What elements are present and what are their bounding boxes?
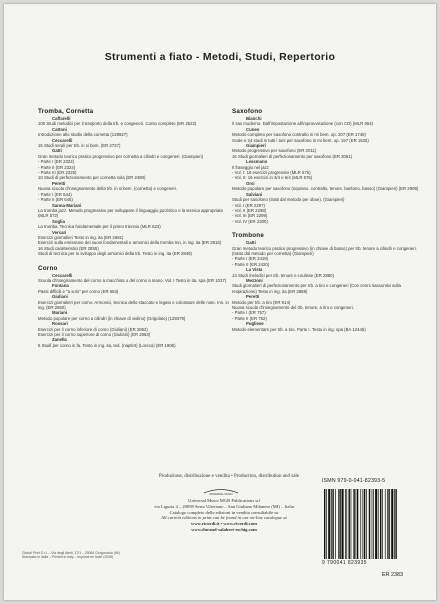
production-line: Produzione, distribuzione e vendita • Production, distribution and sale [158, 474, 300, 479]
author-name: Lessmann [246, 159, 268, 165]
barcode-bar [326, 489, 327, 559]
author-name: Caffarelli [52, 116, 71, 121]
barcode-bar [363, 489, 364, 559]
author-name: Peretti [246, 294, 260, 300]
barcode-bar [356, 489, 357, 559]
author-name: Cuneo [246, 126, 260, 132]
barcode-bar [342, 489, 344, 559]
barcode-bar [380, 489, 381, 559]
catalogue-entry: Studi giornalieri di perfezionamento per trb. a tiro e congeneri (Con cenni riassuntivi sulla respirazione) Testo in ing. ita (ER 2888) [232, 283, 401, 294]
barcode-bar [372, 489, 373, 559]
catalogue-entry: Il sax moderno. Dall'impostazione all'improvvisazione (con CD) (MLR 654) [232, 121, 374, 127]
catalogue-entry: Metodo popolare per corno a cilindri (in chiave di violino) (Grigolato) (129379) [38, 315, 186, 321]
publisher-name: Universal Music MGB Publications srl [188, 498, 260, 503]
author-name: Orsi [246, 180, 255, 186]
section-heading: Tromba, Cornetta [38, 108, 94, 115]
barcode-bar [338, 489, 339, 559]
catalogue-entry: Scuola d'insegnamento del corno a macchina o del corno a mano. Vol. I Testo in ita. spa (ER 1037) [38, 277, 227, 283]
catalogue-entry: La tromba. Tecnica fondamentale per il primo triennio (MLR 623) [38, 224, 161, 230]
barcode-bar [364, 489, 365, 559]
catalogue-entry: Metodo progressivo per saxofono (ER 2011) [232, 148, 317, 154]
barcode-number: 9 790041 823935 [322, 560, 367, 566]
barcode-bar [328, 489, 330, 559]
section-heading: Saxofono [232, 108, 263, 115]
section-heading: Corno [38, 264, 58, 272]
barcode-bar [346, 489, 347, 559]
catalogue-entry: - Parte I (ER 2419) [232, 256, 269, 262]
catalogue-entry: Metodo elementare per trb. a tiro. Parte I. Testo in ing. spa (BA 12446) [232, 326, 366, 332]
catalogue-entry: 13 Studi melodici per trb. tenore e coulisse (ER 2880) [232, 272, 334, 278]
barcode-bar [369, 489, 370, 559]
left-column [38, 108, 230, 348]
author-name: Zanella [52, 337, 67, 343]
author-name: Ceccarelli [52, 272, 73, 278]
author-name: Mezzoni [246, 277, 263, 283]
author-name: Pugliese [246, 321, 264, 327]
barcode-bar [353, 489, 354, 559]
catalogue-entry: - Vol. II (ER 2298) [232, 207, 267, 213]
right-column [232, 108, 424, 332]
author-name: Peretti [52, 180, 66, 186]
catalogue-entry: La tromba jazz. Metodo progressivo per sviluppare il linguaggio jazzistico e la tecnica appropriata (MLR 572) [38, 207, 223, 219]
universal-music-logo [202, 487, 240, 496]
catalogue-entry: Metodo completo per saxofono contralto in mi bem. op. 207 (ER 1746) [232, 132, 366, 138]
author-name: Cattoni [52, 126, 67, 132]
barcode-bar [373, 489, 374, 559]
catalogue-entry: - Parte II (ER 2324) [38, 164, 76, 170]
barcode-bar [351, 489, 352, 559]
publisher-info [94, 498, 354, 533]
catalogue-note-en: All current editions in print can be found in our on-line catalogue at [161, 515, 287, 521]
author-name: Soglia [52, 218, 65, 224]
barcode-bar [360, 489, 361, 559]
catalogue-entry: - Parte II (ER 2420) [232, 261, 270, 267]
catalogue-entry: - Vol. I: 16 esercizi progressivi (MLR 575) [232, 170, 311, 176]
edition-number: ER 2383 [382, 572, 403, 578]
barcode-bar [395, 489, 396, 559]
ismn-number: ISMN 979-0-041-82393-5 [322, 478, 386, 484]
author-name: Rossari [52, 321, 68, 327]
publisher-address: via Liguria 4 – 20098 Sesto Ulteriano – San Giuliano Milanese (MI) – Italia [154, 503, 294, 509]
author-name: Gatti [52, 148, 62, 154]
catalogue-entry: Gran metodo teorico pratico progressivo (in chiave di basso) per trb. tenore a cilindri e congeneri. (tratto dal metodo per cornetta) (Giampieri) [232, 245, 417, 256]
catalogue-entry: Il fraseggio nel jazz [232, 164, 269, 170]
catalogue-entry: Passi difficili e "a solo" per corno (ER 663) [38, 288, 119, 294]
catalogue-entry: Esercizi per il corno inferiore di corno (Giuliani) (ER 2862) [38, 326, 148, 332]
barcode-bar [332, 489, 333, 559]
barcode-bar [382, 489, 383, 559]
catalogue-entry: Esercizi giornalieri per corno. Armonici, tecnica dello staccato e legato e colorature delle note. Inn. in ing. (ER 2860) [38, 299, 229, 310]
link-separator: • [220, 521, 223, 527]
barcode-bar [388, 489, 389, 559]
barcode-bar [357, 489, 358, 559]
barcode-bar [378, 489, 379, 559]
catalogue-entry: - Parte I (ER 757) [232, 310, 266, 316]
catalogue-entry: Studi per saxofono (tratti dal metodo per oboe). (Giampieri) [232, 197, 345, 203]
catalogue-entry: - Vol. I (ER 2297) [232, 202, 265, 208]
author-name: Mariani [52, 310, 68, 316]
catalogue-entry: Metodo popolare per saxofono (soprano, contralto, tenore, baritono, basso) (Giampieri) (ER 2908) [232, 186, 419, 192]
printer-line-1: Global Print S.r.l. – Via degli Abeti, 17/1 – 20064 Gorgonzola (MI) [22, 551, 120, 555]
page [4, 4, 436, 600]
author-name: Vercari [52, 229, 67, 235]
barcode-bar [331, 489, 332, 559]
catalogue-note-it: Catalogo completo delle edizioni in vendita consultabile su [169, 509, 279, 515]
catalogue-entry: Nuova scuola d'insegnamento del trb. tenore, a tiro e congeneri. [232, 305, 354, 310]
author-name: Giampieri [246, 143, 266, 149]
catalogue-entry: Introduzione allo studio della cornetta (128927) [38, 132, 128, 138]
catalogue-entry: 10 Studi di perfezionamento per cornetta sola (ER 2480) [38, 175, 146, 181]
author-name: Salviani [246, 191, 263, 197]
catalogue-entry: - Vol. II: 16 esercizi in 3/4 e 6/4 (MLR 576) [232, 175, 313, 181]
ricordi-com-link[interactable]: www.ricordi.com [223, 521, 257, 527]
barcode [322, 487, 418, 563]
catalogue-entry: 15 Studi serali per trb. in si bem. (ER 2737) [38, 143, 121, 149]
catalogue-entry: 5 Studi per corno in fa. Testo in ing. ita, ted. (naptint) (Loreca) (ER 1908) [38, 342, 176, 348]
author-name: La Vista [246, 267, 263, 273]
catalogue-entry: Esercizi per il corno superiore di corno (Giuliani) (ER 2863) [38, 332, 151, 338]
printer-line-2: Stampato in Italia – Printed in Italy – Imprimé en Italie (2008) [22, 555, 114, 560]
author-name: Ceccarelli [52, 137, 73, 143]
barcode-bar [345, 489, 346, 559]
catalogue-entry: - Parte I (ER 644) [38, 191, 72, 197]
catalogue-entry: Studi di tecnica per lo sviluppo degli armonici della trb. Testo in ing. ita (ER 2849) [38, 251, 192, 257]
page-title: Strumenti a fiato - Metodi, Studi, Repertorio [104, 51, 336, 63]
barcode-bar [339, 489, 340, 559]
barcode-bar [391, 489, 393, 559]
author-name: Gatti [246, 240, 256, 246]
barcode-bar [335, 489, 336, 559]
logo-text: UNIVERSAL MUSIC [209, 493, 233, 496]
author-name: Giuliani [52, 294, 68, 300]
barcode-bar [375, 489, 377, 559]
printer-info [22, 551, 120, 559]
catalogue-entry: Esercizi giornalieri Testo in ing. ita (ER 2681) [38, 234, 124, 240]
catalogue-entry: - Vol. IV (ER 2300) [232, 218, 268, 224]
barcode-bar [387, 489, 388, 559]
catalogue-entry: 100 Studi melodici per il trasporto della trb. e congeneri. Corso completo (ER 2522) [38, 121, 197, 127]
barcode-bar [385, 489, 386, 559]
catalogue-entry: Esercizi sulla emissione dei suoni fondamentali e armonici della tromba Inn. in ing. ita (ER 2916) [38, 240, 222, 246]
barcode-bar [394, 489, 395, 559]
catalogue-entry: - Parte III (ER 2326) [38, 170, 77, 176]
author-name: Bianchi [246, 116, 262, 121]
catalogue-entry: Metodo per trb. a tiro (ER 914) [232, 299, 291, 305]
catalogue-entry: - Vol. III (ER 2299) [232, 213, 268, 219]
author-name: Sanna-Mariani [52, 202, 82, 208]
ricordi-it-link[interactable]: www.ricordi.it [191, 521, 220, 527]
section-heading: Trombone [232, 232, 265, 240]
barcode-bar [349, 489, 350, 559]
catalogue-entry: Scale e 24 studi in tutti i toni per saxofono in mi bem. op. 197 (ER 1525) [232, 137, 369, 143]
durand-link[interactable]: www.durand-salabert-eschig.com [191, 526, 257, 532]
barcode-bar [366, 489, 367, 559]
catalogue-entry: - Parte II (ER 752) [232, 315, 267, 321]
catalogue-entry: Nuova scuola d'insegnamento della trb. in si bem. (cornetta) e congeneri. [38, 186, 178, 192]
author-name: Fontana [52, 283, 69, 289]
barcode-bar [324, 489, 325, 559]
catalogue-entry: 16 Studi caratteristici (ER 2855) [38, 245, 99, 251]
catalogue-entry: - Parte II (ER 645) [38, 197, 73, 203]
catalogue-entry: 16 Studi giornalieri di perfezionamento per saxofono (ER 3061) [232, 153, 353, 159]
catalogue-entry: - Parte I (ER 2322) [38, 159, 75, 165]
catalogue-entry: Gran metodo teorico pratico progressivo per cornetta a cilindri e congeneri. (Giampieri) [38, 153, 204, 159]
